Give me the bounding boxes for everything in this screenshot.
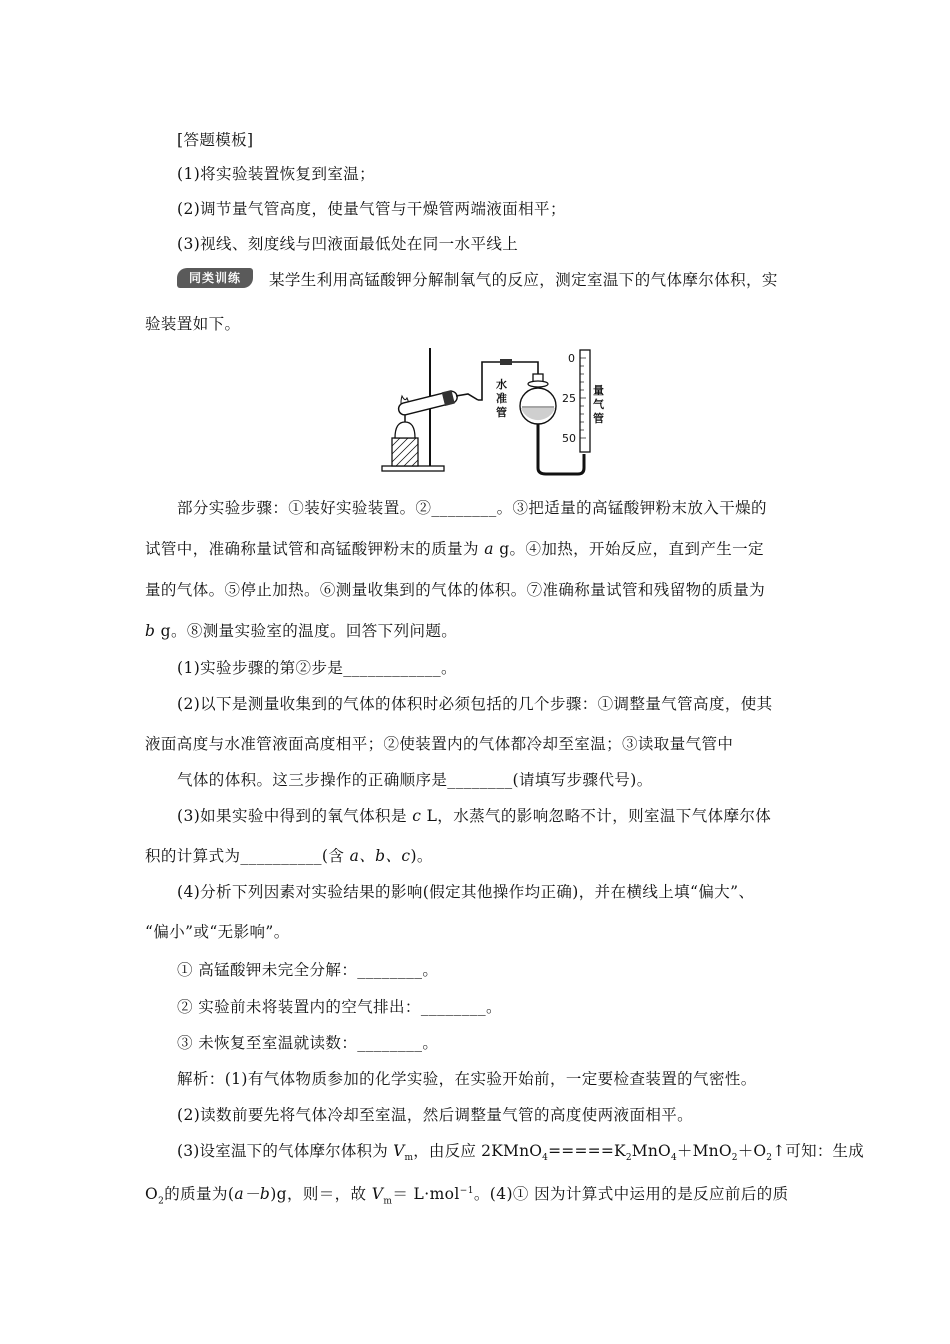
template-step-2: (2)调节量气管高度，使量气管与干燥管两端液面相平； bbox=[177, 200, 566, 218]
analysis-2: (2)读数前要先将气体冷却至室温，然后调整量气管的高度使两液面相平。 bbox=[177, 1106, 694, 1124]
alcohol-lamp bbox=[395, 422, 415, 438]
question-2-line-3: 气体的体积。这三步操作的正确顺序是________(请填写步骤代号)。 bbox=[177, 771, 653, 789]
label-water-tube-1: 水 bbox=[496, 378, 507, 391]
apparatus-figure bbox=[378, 344, 618, 476]
gas-burette bbox=[580, 350, 590, 452]
practice-intro-line-1: 某学生利用高锰酸钾分解制氧气的反应，测定室温下的气体摩尔体积，实 bbox=[269, 271, 778, 289]
scale-25: 25 bbox=[562, 392, 576, 405]
scale-0: 0 bbox=[568, 352, 575, 365]
scale-50: 50 bbox=[562, 432, 576, 445]
analysis-1: 解析：(1)有气体物质参加的化学实验，在实验开始前，一定要检查装置的气密性。 bbox=[177, 1070, 757, 1088]
question-3-line-2: 积的计算式为__________(含 a、b、c)。 bbox=[145, 847, 433, 865]
label-gas-tube-2: 气 bbox=[593, 398, 604, 411]
question-4-item-3: ③ 未恢复至室温就读数：________。 bbox=[177, 1034, 439, 1052]
question-4-line-1: (4)分析下列因素对实验结果的影响(假定其他操作均正确)，并在横线上填“偏大”、 bbox=[177, 883, 755, 901]
question-4-item-1: ① 高锰酸钾未完全分解：________。 bbox=[177, 961, 439, 979]
rubber-tube bbox=[538, 424, 584, 474]
body-p1: 部分实验步骤：①装好实验装置。②________。③把适量的高锰酸钾粉末放入干燥的 bbox=[177, 499, 767, 517]
practice-badge: 同类训练 bbox=[177, 268, 253, 288]
question-3-line-1: (3)如果实验中得到的氧气体积是 c L，水蒸气的影响忽略不计，则室温下气体摩尔体 bbox=[177, 807, 772, 825]
analysis-4: $O_2$的质量为(a－b)g，则＝，故 $V_m= L\cdot mol^{-1}$。(4)① 因为计算式中运用的是反应前后的质 bbox=[145, 1185, 789, 1207]
question-4-line-2: “偏小”或“无影响”。 bbox=[145, 923, 290, 941]
question-2-line-2: 液面高度与水准管液面高度相平；②使装置内的气体都冷却至室温；③读取量气管中 bbox=[145, 735, 734, 753]
question-1: (1)实验步骤的第②步是____________。 bbox=[177, 659, 457, 677]
practice-intro-line-2: 验装置如下。 bbox=[145, 315, 241, 333]
label-water-tube-3: 管 bbox=[496, 406, 507, 419]
label-gas-tube-1: 量 bbox=[593, 384, 604, 397]
body-p2: 试管中，准确称量试管和高锰酸钾粉末的质量为 a g。④加热，开始反应，直到产生一定 bbox=[145, 540, 764, 558]
template-step-1: (1)将实验装置恢复到室温； bbox=[177, 165, 376, 183]
analysis-3: (3)设室温下的气体摩尔体积为 $V_m$，由反应 $2KMnO_4=====K_2MnO_4+MnO_2+O_2↑$可知：生成 bbox=[177, 1142, 864, 1164]
template-step-3: (3)视线、刻度线与凹液面最低处在同一水平线上 bbox=[177, 235, 519, 253]
question-4-item-2: ② 实验前未将装置内的空气排出：________。 bbox=[177, 998, 502, 1016]
question-2-line-1: (2)以下是测量收集到的气体的体积时必须包括的几个步骤：①调整量气管高度，使其 bbox=[177, 695, 773, 713]
body-p3: 量的气体。⑤停止加热。⑥测量收集到的气体的体积。⑦准确称量试管和残留物的质量为 bbox=[145, 581, 766, 599]
label-water-tube-2: 准 bbox=[496, 392, 507, 405]
label-gas-tube-3: 管 bbox=[593, 412, 604, 425]
body-p4: b g。⑧测量实验室的温度。回答下列问题。 bbox=[145, 622, 458, 640]
stand-base bbox=[382, 466, 444, 471]
template-heading: [答题模板] bbox=[177, 131, 254, 149]
